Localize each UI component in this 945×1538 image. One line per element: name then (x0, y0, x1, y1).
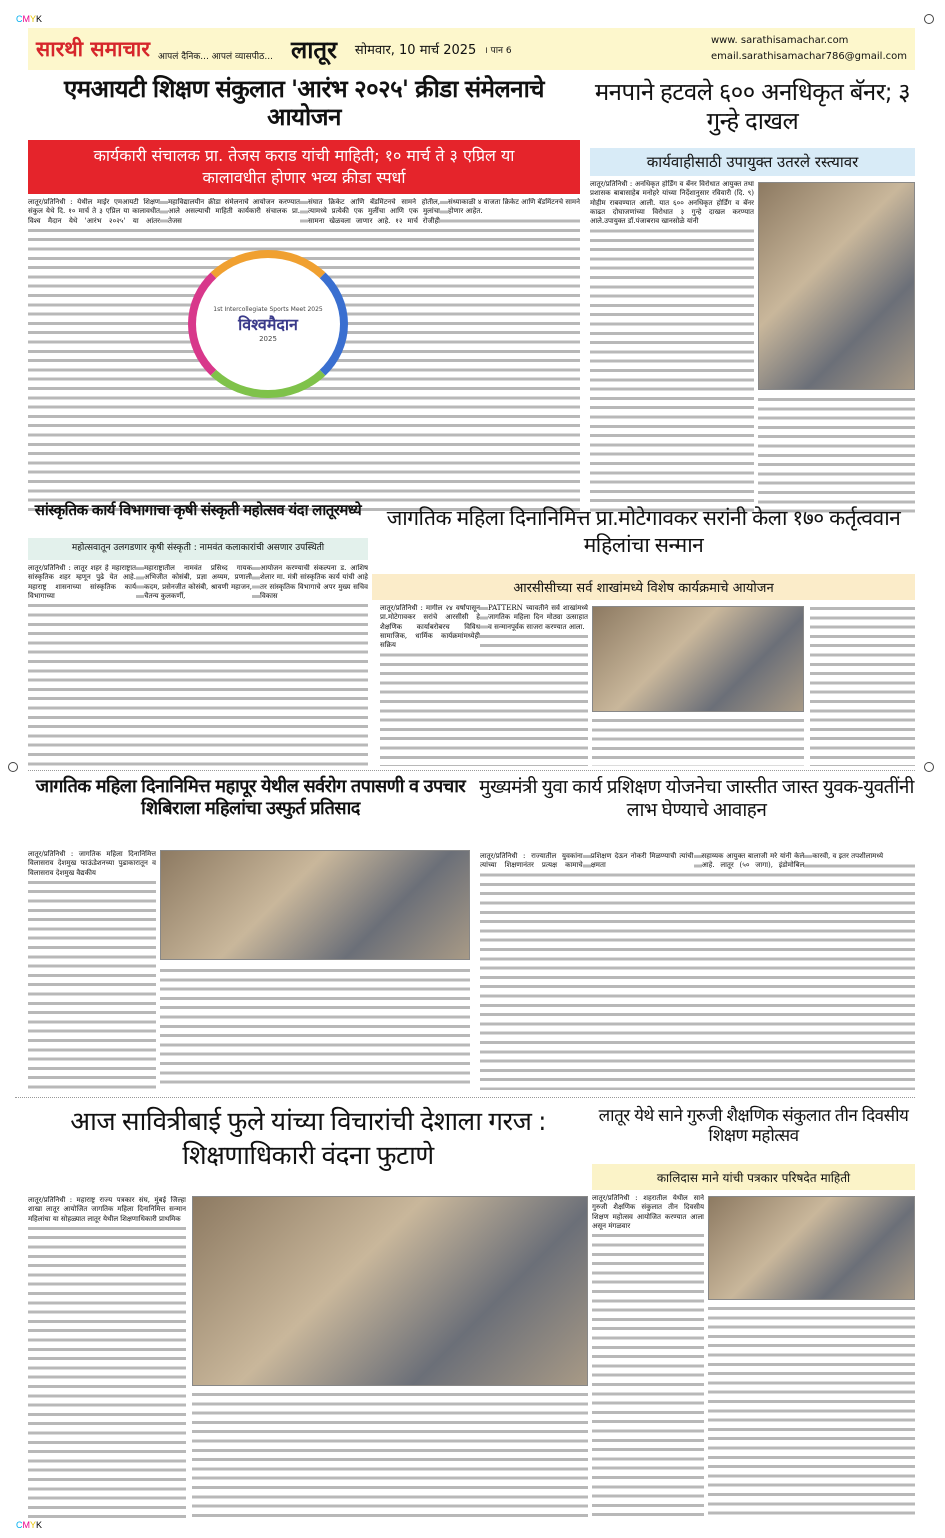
article-subhead: कालिदास माने यांची पत्रकार परिषदेत माहिती (592, 1164, 915, 1190)
article-body: लातूर/प्रतिनिधी : लातूर शहर हे महाराष्ट्रात सांस्कृतिक शहर म्हणून पुढे येत आहे. महाराष्ट्र शासनाच्या सांस्कृतिक कार्य विभागाच्या महाराष्ट्रातील नामवंत प्रसिध्द गायक अभिजीत कोसंबी, प्रज्ञा अय्यम, प्रणाली कदम, प्रसेनजीत कोसंबी, श्रावणी महाजन, चैतन्य कुलकर्णी, आयोजन करण्याची संकल्पना ड. आशिष शेलार मा. मंत्री सांस्कृतिक कार्य यांची आहे तर सांस्कृतिक विभागाचे अपर मुख्य सचिव विकास (28, 564, 368, 767)
article-body-continued (758, 395, 915, 516)
article-subhead: कार्यवाहीसाठी उपायुक्त उतरले रस्त्यावर (590, 148, 915, 176)
article-headline: आज सावित्रीबाई फुले यांच्या विचारांची देशाला गरज : शिक्षणाधिकारी वंदना फुटाणे (70, 1107, 546, 1171)
article-headline: जागतिक महिला दिनानिमित्त प्रा.मोटेगावकर सरांनी केला १७० कर्तृत्ववान महिलांचा सन्मान (386, 506, 901, 558)
brand-name: सारथी समाचार (36, 37, 150, 61)
article-body-continued (160, 966, 470, 1090)
article-body: लातूर/प्रतिनिधी : मागील २४ वर्षांपासून प्रा.मोटेगावकर सरांचे आरसीसी हे शैक्षणिक कार्याबरोबरच विविध सामाजिक, धार्मिक कार्यक्रमांमध्येही सक्रिय PATTERN च्यावतीने सर्व शाखांमध्ये जागतिक महिला दिन मोठ्या उत्साहात व सन्मानपूर्वक साजरा करण्यात आला. (380, 604, 588, 766)
article-headline: मुख्यमंत्री युवा कार्य प्रशिक्षण योजनेचा जास्तीत जास्त युवक-युवतींनी लाभ घेण्याचे आवाहन (479, 776, 914, 821)
article-subhead: महोत्सवातून उलगडणार कृषी संस्कृती : नामवंत कलाकारांची असणार उपस्थिती (28, 538, 368, 560)
print-color-mark: CMYK (16, 1520, 43, 1530)
article-headline: एमआयटी शिक्षण संकुलात 'आरंभ २०२५' क्रीडा संमेलनाचे आयोजन (63, 75, 545, 131)
article-body: लातूर/प्रतिनिधी : जागतिक महिला दिनानिमित्त विलासराव देशमुख फाऊंडेशनच्या पुढाकारातून व विलासराव देशमुख वैद्यकीय (28, 850, 156, 1090)
article-headline: लातूर येथे साने गुरुजी शैक्षणिक संकुलात तीन दिवसीय शिक्षण महोत्सव (598, 1106, 909, 1147)
event-logo: 1st Intercollegiate Sports Meet 2025 विश्वमैदान 2025 (188, 250, 348, 398)
article-body: लातूर/प्रतिनिधी : महाराष्ट्र राज्य पत्रकार संघ, मुंबई जिल्हा शाखा लातूर आयोजित जागतिक महिला दिनानिमित्त सन्मान महिलांचा या सोहळ्यात लातूर येथील शिक्षणाधिकारी प्राथमिक (28, 1196, 186, 1518)
article-photo (160, 850, 470, 960)
article-body: लातूर/प्रतिनिधी : येथील माईर एमआयटी शिक्षण संकुल येथे दि. १० मार्च ते ३ एप्रिल या कालावधीत विश्व मैदान येथे 'आरंभ २०२५' या आंतर महाविद्यालयीन क्रीडा संमेलनाचे आयोजन करण्यात आले असल्याची माहिती कार्यकारी संचालक प्रा. तेजस संघात क्रिकेट आणि बॅडमिंटनचे सामने होतील, त्यामध्ये प्रत्येकी एक मुलींचा आणि एक मुलांचा सामना खेळवला जाणार आहे. १२ मार्च रोजीही संध्याकाळी ४ वाजता क्रिकेट आणि बॅडमिंटनचे सामने होणार आहेत. (28, 198, 580, 516)
divider (15, 1097, 915, 1098)
article-body-continued (592, 716, 804, 766)
registration-mark-icon (924, 762, 934, 772)
article-subhead: आरसीसीच्या सर्व शाखांमध्ये विशेष कार्यक्रमाचे आयोजन (372, 574, 915, 600)
page-number: । पान 6 (484, 45, 512, 56)
article-body: लातूर/प्रतिनिधी : शहरातील येथील साने गुरुजी शैक्षणिक संकुलात तीन दिवसीय शिक्षण महोत्सव आयोजित करण्यात आला असून मंगळवार (592, 1194, 704, 1518)
edition-city: लातूर (290, 35, 337, 64)
article-subhead: कार्यकारी संचालक प्रा. तेजस कराड यांची माहिती; १० मार्च ते ३ एप्रिल या कालावधीत होणार भव्य क्रीडा स्पर्धा (28, 140, 580, 194)
article-photo (192, 1196, 588, 1386)
article-body-continued (810, 604, 915, 766)
masthead (28, 28, 915, 70)
article-headline: सांस्कृतिक कार्य विभागाचा कृषी संस्कृती महोत्सव यंदा लातूरमध्ये (34, 501, 362, 519)
issue-date: सोमवार, 10 मार्च 2025 (354, 43, 477, 58)
article-headline: मनपाने हटवले ६०० अनधिकृत बॅनर; ३ गुन्हे दाखल (594, 78, 911, 135)
article-body-continued (708, 1304, 915, 1518)
print-color-mark: CMYK (16, 14, 43, 24)
registration-mark-icon (924, 14, 934, 24)
registration-mark-icon (8, 762, 18, 772)
article-photo (758, 182, 915, 390)
divider (28, 770, 915, 771)
email-link[interactable]: email.sarathisamachar786@gmail.com (710, 51, 907, 62)
tagline: आपलं दैनिक... आपलं व्यासपीठ... (157, 52, 273, 62)
article-body: लातूर/प्रतिनिधी : अनधिकृत होर्डिंग व बॅनर विरोधात आयुक्त तथा प्रशासक बाबासाहेब मनोहरे यांच्या निर्देशानुसार रविवारी (दि. ९) मोहीम राबवण्यात आली. यात ६०० अनधिकृत होर्डिंग व बॅनर काढत दोघाजणांच्या विरोधात ३ गुन्हे दाखल करण्यात आले.उपायुक्त डॉ.पंजाबराव खानसोळे यांनी (590, 180, 754, 516)
article-body: लातूर/प्रतिनिधी : राज्यातील युवकांना त्यांच्या शिक्षणानंतर प्रत्यक्ष कामाचे प्रशिक्षण देऊन नोकरी मिळण्याची त्यांची क्षमता सहाय्यक आयुक्त बालाजी मरे यांनी केले आहे. लातूर (५० जागा), इंडोमोबिल कारवी, व इतर तपशीलामध्ये (480, 852, 915, 1090)
article-body-continued (192, 1390, 588, 1518)
article-headline: जागतिक महिला दिनानिमित्त महापूर येथील सर्वरोग तपासणी व उपचार शिबिराला महिलांचा उस्फुर्त प्रतिसाद (35, 776, 466, 819)
website-link[interactable]: www. sarathisamachar.com (710, 35, 849, 46)
article-photo (592, 606, 804, 712)
article-photo (708, 1196, 915, 1300)
